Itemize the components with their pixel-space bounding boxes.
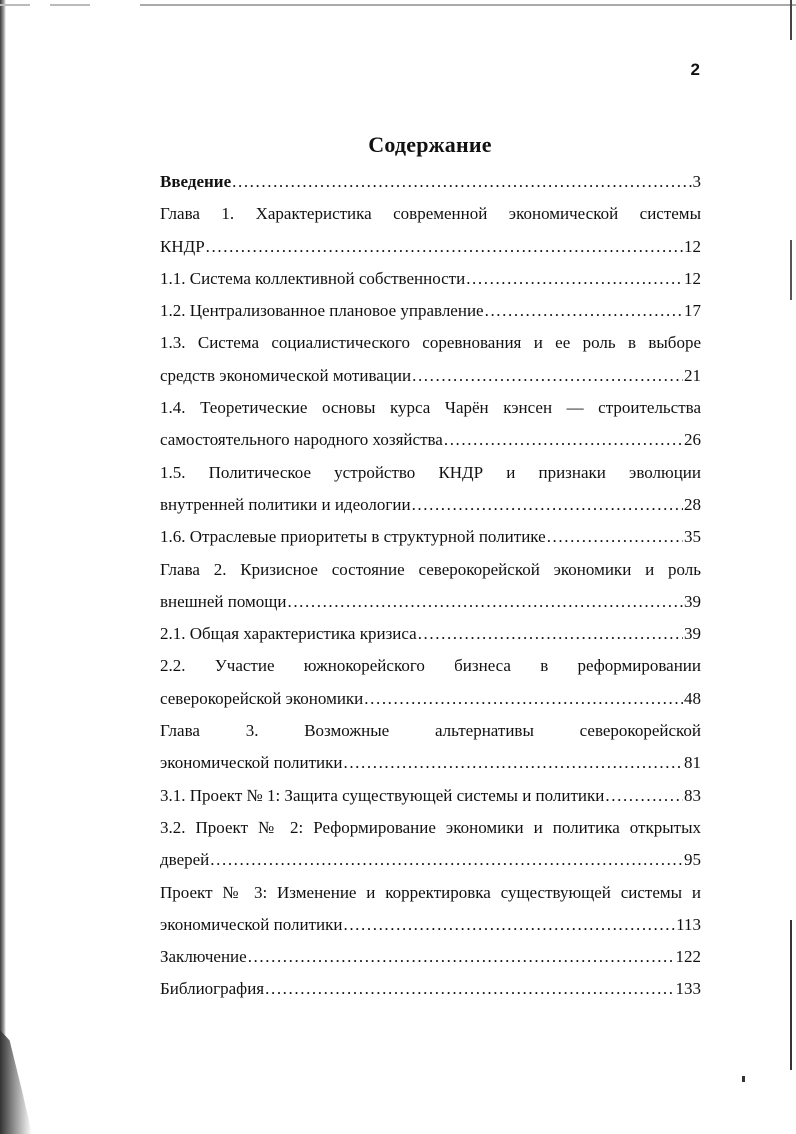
dot-leader (418, 618, 683, 650)
toc-entry-text: дверей (160, 850, 210, 870)
toc-entry (160, 941, 701, 973)
dot-leader (343, 909, 675, 941)
toc-entry-text: Библиография (160, 979, 265, 999)
scan-shadow-bottom-left (0, 1030, 32, 1134)
toc-entry-final-line (160, 521, 701, 553)
table-of-contents (160, 166, 701, 1006)
toc-entry (160, 457, 701, 522)
dot-leader (206, 231, 683, 263)
toc-entry (160, 521, 701, 553)
toc-entry-final-line (160, 424, 701, 456)
toc-entry-text: Глава 2. Кризисное состояние северокорейской экономики и роль (160, 559, 701, 579)
toc-entry-text: экономической политики (160, 914, 343, 934)
dot-leader (248, 941, 675, 973)
toc-entry-text: 2.1. Общая характеристика кризиса (160, 624, 417, 644)
dot-leader (466, 263, 683, 295)
toc-page-number: 12 (684, 268, 701, 288)
toc-entry (160, 166, 701, 198)
toc-entry-final-line (160, 166, 701, 198)
dot-leader (287, 586, 683, 618)
toc-page-number: 39 (684, 624, 701, 644)
toc-entry-text: Введение (160, 172, 232, 191)
toc-entry (160, 877, 701, 942)
dot-leader (412, 360, 683, 392)
toc-page-number: 122 (675, 947, 701, 967)
toc-page-number: 81 (684, 753, 701, 773)
toc-entry-final-line (160, 489, 701, 521)
toc-entry-text: 3.1. Проект № 1: Защита существующей системы и политики (160, 785, 605, 805)
dot-leader (210, 844, 683, 876)
toc-entry-text: внешней помощи (160, 591, 287, 611)
toc-entry (160, 295, 701, 327)
toc-entry (160, 198, 701, 263)
toc-entry-final-line (160, 844, 701, 876)
toc-entry-text: северокорейской экономики (160, 688, 364, 708)
toc-entry (160, 263, 701, 295)
toc-page-number: 133 (675, 979, 701, 999)
toc-entry-text: КНДР (160, 236, 205, 256)
toc-page-number: 17 (684, 301, 701, 321)
toc-entry-final-line (160, 941, 701, 973)
toc-entry (160, 973, 701, 1005)
toc-entry-text: Проект № 3: Изменение и корректировка существующей системы и (160, 882, 701, 902)
toc-entry-text: Глава 1. Характеристика современной экономической системы (160, 204, 701, 224)
toc-entry-final-line (160, 231, 701, 263)
toc-entry-text: 3.2. Проект № 2: Реформирование экономики и политика открытых (160, 817, 701, 837)
dot-leader (444, 424, 683, 456)
toc-page-number: 3 (692, 172, 701, 191)
toc-entry-final-line (160, 586, 701, 618)
scan-speck (742, 1076, 745, 1082)
scan-edge-right (790, 0, 792, 1134)
toc-entry-text: 1.1. Система коллективной собственности (160, 268, 466, 288)
toc-entry (160, 618, 701, 650)
toc-entry-text: 1.4. Теоретические основы курса Чарён кэнсен — строительства (160, 398, 701, 418)
toc-page-number: 83 (684, 785, 701, 805)
toc-page-number: 48 (684, 688, 701, 708)
toc-page-number: 21 (684, 365, 701, 385)
toc-page-number: 26 (684, 430, 701, 450)
toc-entry-final-line (160, 263, 701, 295)
dot-leader (547, 521, 683, 553)
toc-entry-final-line (160, 973, 701, 1005)
toc-entry-final-line (160, 295, 701, 327)
toc-entry-final-line (160, 360, 701, 392)
dot-leader (265, 973, 674, 1005)
page-number: 2 (690, 60, 700, 79)
toc-page-number: 12 (684, 236, 701, 256)
toc-entry (160, 327, 701, 392)
dot-leader (485, 295, 683, 327)
toc-page-number: 35 (684, 527, 701, 547)
toc-entry (160, 650, 701, 715)
toc-entry-final-line (160, 747, 701, 779)
toc-page-number: 95 (684, 850, 701, 870)
toc-entry-text: внутренней политики и идеологии (160, 494, 411, 514)
toc-entry-final-line (160, 909, 701, 941)
toc-entry-text: экономической политики (160, 753, 343, 773)
toc-entry-text: самостоятельного народного хозяйства (160, 430, 443, 450)
toc-entry-text: средств экономической мотивации (160, 365, 412, 385)
toc-entry (160, 812, 701, 877)
toc-page-number: 28 (684, 494, 701, 514)
dot-leader (412, 489, 683, 521)
toc-entry-text: Глава 3. Возможные альтернативы северокорейской (160, 721, 701, 741)
toc-entry (160, 392, 701, 457)
scan-edge-left (0, 0, 6, 1134)
toc-entry (160, 780, 701, 812)
dot-leader (605, 780, 683, 812)
toc-entry-text: 2.2. Участие южнокорейского бизнеса в реформировании (160, 656, 701, 676)
toc-entry-text: 1.3. Система социалистического соревнования и ее роль в выборе (160, 333, 701, 353)
toc-entry-text: 1.6. Отраслевые приоритеты в структурной политике (160, 527, 546, 547)
dot-leader (232, 166, 691, 198)
toc-entry-text: 1.2. Централизованное плановое управление (160, 301, 484, 321)
toc-page-number: 113 (676, 914, 701, 934)
dot-leader (343, 747, 683, 779)
toc-entry-final-line (160, 780, 701, 812)
toc-entry (160, 554, 701, 619)
toc-page-number: 39 (684, 591, 701, 611)
toc-entry-final-line (160, 683, 701, 715)
dot-leader (364, 683, 683, 715)
toc-entry-text: 1.5. Политическое устройство КНДР и признаки эволюции (160, 462, 701, 482)
toc-entry-text: Заключение (160, 947, 247, 967)
page-title: Содержание (368, 132, 492, 157)
toc-entry-final-line (160, 618, 701, 650)
toc-entry (160, 715, 701, 780)
scan-edge-top (0, 4, 796, 6)
